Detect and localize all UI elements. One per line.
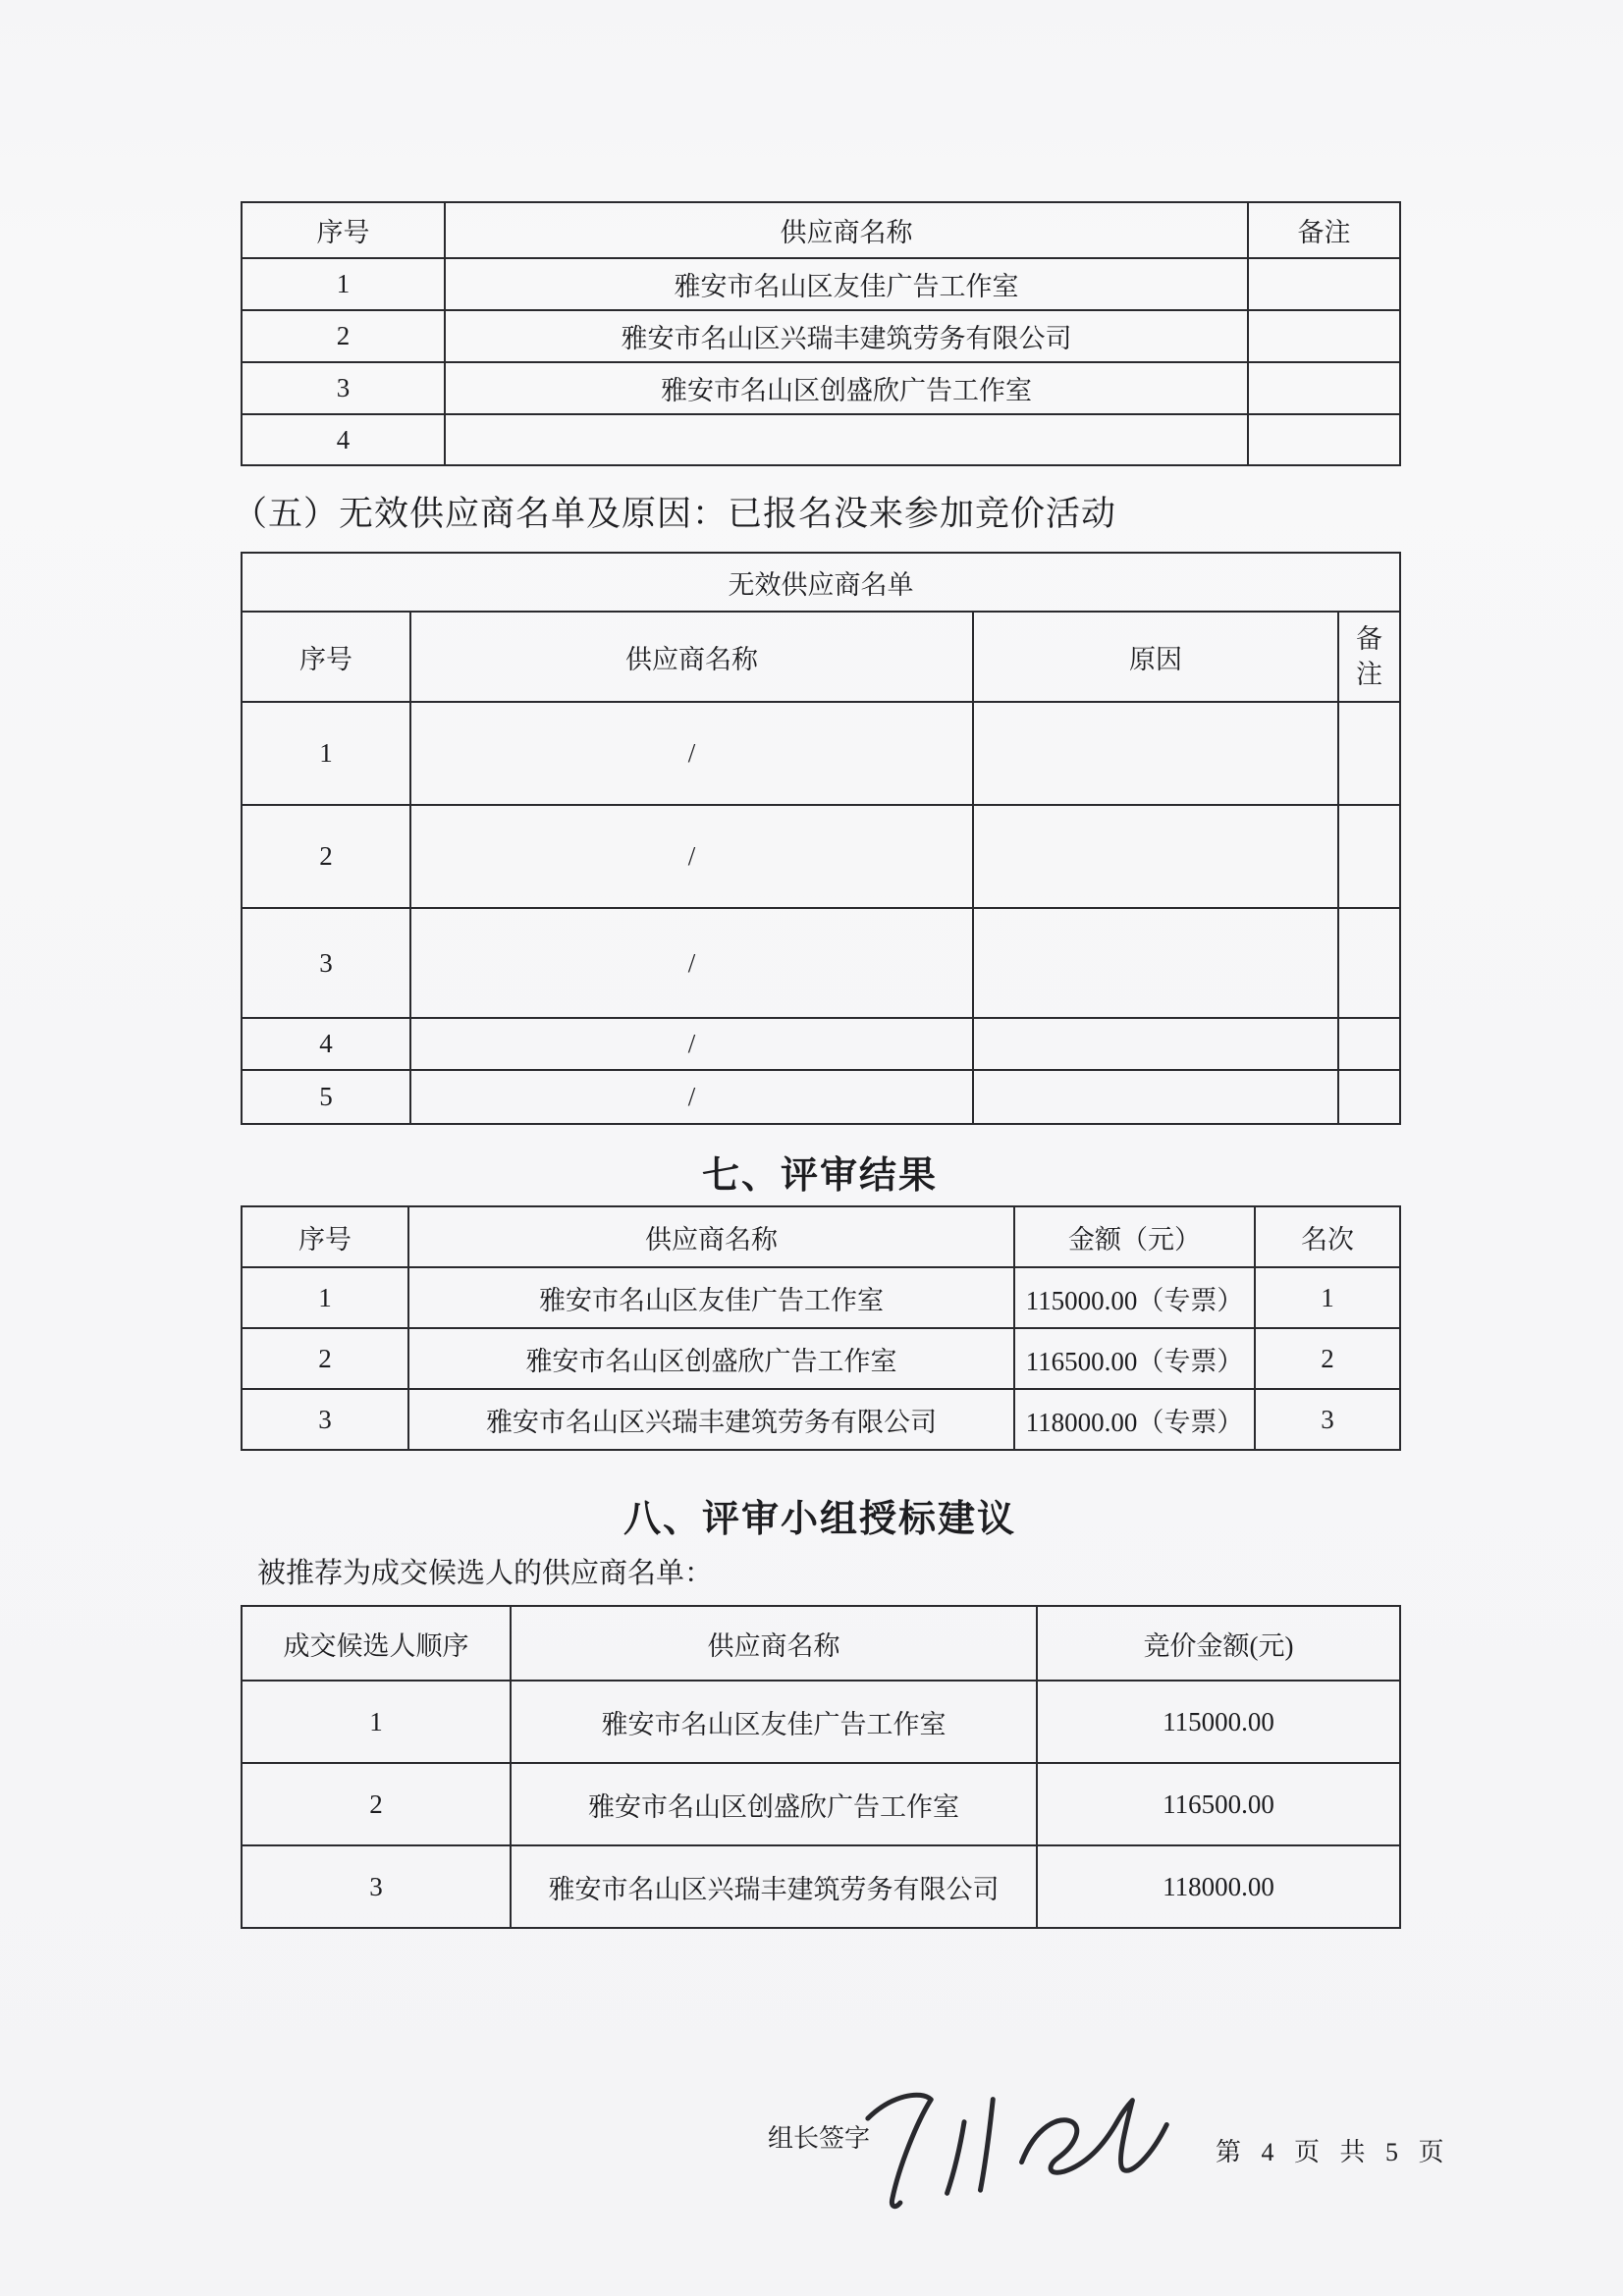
cell-supplier: /: [410, 1018, 973, 1070]
header-seq: 序号: [242, 1206, 408, 1267]
cell-seq: 4: [242, 414, 445, 465]
cell-supplier: /: [410, 908, 973, 1018]
table-header-row: [242, 612, 1400, 702]
header-rank: 名次: [1255, 1206, 1400, 1267]
cell-seq: 2: [242, 805, 410, 908]
cell-supplier: 雅安市名山区创盛欣广告工作室: [408, 1328, 1014, 1389]
cell-seq: 1: [242, 702, 410, 805]
header-reason: 原因: [973, 612, 1338, 702]
invalid-table-title: 无效供应商名单: [242, 553, 1400, 612]
review-result-table: [241, 1205, 1401, 1451]
table-header-row: [242, 1206, 1400, 1267]
cell-reason: [973, 1070, 1338, 1124]
table-header-row: [242, 1606, 1400, 1681]
cell-seq: 1: [242, 258, 445, 310]
cell-supplier: 雅安市名山区兴瑞丰建筑劳务有限公司: [445, 310, 1248, 362]
header-supplier-name: 供应商名称: [408, 1206, 1014, 1267]
header-supplier-name: 供应商名称: [445, 202, 1248, 258]
cell-bid-amount: 118000.00: [1037, 1845, 1400, 1928]
table-row: [242, 1018, 1400, 1070]
header-remark: 备注: [1248, 202, 1400, 258]
header-candidate-order: 成交候选人顺序: [242, 1606, 511, 1681]
cell-seq: 1: [242, 1267, 408, 1328]
cell-amount: 115000.00（专票）: [1014, 1267, 1255, 1328]
cell-supplier: /: [410, 1070, 973, 1124]
header-supplier-name: 供应商名称: [511, 1606, 1037, 1681]
table-row: [242, 414, 1400, 465]
leader-signature-handwriting: [837, 2063, 1185, 2232]
table-header-row: [242, 202, 1400, 258]
cell-seq: 3: [242, 362, 445, 414]
cell-remark: [1338, 805, 1400, 908]
cell-remark: [1248, 414, 1400, 465]
cell-reason: [973, 908, 1338, 1018]
cell-rank: 1: [1255, 1267, 1400, 1328]
leader-signature-label: 组长签字: [768, 2124, 871, 2153]
header-remark: [1338, 612, 1400, 702]
cell-seq: 2: [242, 310, 445, 362]
cell-supplier: 雅安市名山区友佳广告工作室: [511, 1681, 1037, 1763]
table-row: [242, 805, 1400, 908]
cell-amount: 116500.00（专票）: [1014, 1328, 1255, 1389]
cell-seq: 3: [242, 1389, 408, 1450]
cell-reason: [973, 1018, 1338, 1070]
table-row: [242, 1070, 1400, 1124]
table-row: [242, 1681, 1400, 1763]
cell-seq: 5: [242, 1070, 410, 1124]
header-amount: 金额（元）: [1014, 1206, 1255, 1267]
cell-order: 2: [242, 1763, 511, 1845]
page-number: 第 4 页 共 5 页: [1216, 2138, 1451, 2166]
registered-supplier-table: [241, 201, 1401, 466]
cell-seq: 3: [242, 908, 410, 1018]
table-row: [242, 1845, 1400, 1928]
table-row: [242, 908, 1400, 1018]
cell-supplier: 雅安市名山区创盛欣广告工作室: [511, 1763, 1037, 1845]
cell-amount: 118000.00（专票）: [1014, 1389, 1255, 1450]
cell-seq: 2: [242, 1328, 408, 1389]
header-bid-amount: 竞价金额(元): [1037, 1606, 1400, 1681]
award-candidate-table: [241, 1605, 1401, 1929]
cell-supplier: /: [410, 805, 973, 908]
header-supplier-name: 供应商名称: [410, 612, 973, 702]
section-eight-heading: 八、评审小组授标建议: [622, 1499, 1016, 1540]
cell-order: 1: [242, 1681, 511, 1763]
cell-seq: 4: [242, 1018, 410, 1070]
table-row: [242, 310, 1400, 362]
cell-remark: [1338, 1018, 1400, 1070]
section-seven-heading: 七、评审结果: [701, 1155, 938, 1197]
section-five-heading: （五）无效供应商名单及原因：已报名没来参加竞价活动: [233, 495, 1117, 533]
invalid-supplier-table: [241, 552, 1401, 1125]
table-row: [242, 1389, 1400, 1450]
cell-supplier: 雅安市名山区兴瑞丰建筑劳务有限公司: [408, 1389, 1014, 1450]
cell-bid-amount: 116500.00: [1037, 1763, 1400, 1845]
cell-supplier: /: [410, 702, 973, 805]
award-recommendation-intro: 被推荐为成交候选人的供应商名单：: [257, 1558, 714, 1589]
cell-remark: [1248, 362, 1400, 414]
table-title-row: [242, 553, 1400, 612]
table-row: [242, 362, 1400, 414]
header-seq: 序号: [242, 612, 410, 702]
header-remark-text: 备注: [1356, 623, 1382, 689]
cell-supplier: 雅安市名山区友佳广告工作室: [408, 1267, 1014, 1328]
cell-supplier: 雅安市名山区兴瑞丰建筑劳务有限公司: [511, 1845, 1037, 1928]
cell-rank: 2: [1255, 1328, 1400, 1389]
table-row: [242, 1267, 1400, 1328]
cell-remark: [1338, 1070, 1400, 1124]
cell-supplier: [445, 414, 1248, 465]
cell-reason: [973, 805, 1338, 908]
table-row: [242, 1328, 1400, 1389]
cell-reason: [973, 702, 1338, 805]
cell-supplier: 雅安市名山区友佳广告工作室: [445, 258, 1248, 310]
table-row: [242, 258, 1400, 310]
table-row: [242, 1763, 1400, 1845]
cell-remark: [1338, 908, 1400, 1018]
cell-supplier: 雅安市名山区创盛欣广告工作室: [445, 362, 1248, 414]
cell-remark: [1338, 702, 1400, 805]
header-seq: 序号: [242, 202, 445, 258]
cell-remark: [1248, 258, 1400, 310]
cell-remark: [1248, 310, 1400, 362]
cell-order: 3: [242, 1845, 511, 1928]
cell-bid-amount: 115000.00: [1037, 1681, 1400, 1763]
cell-rank: 3: [1255, 1389, 1400, 1450]
table-row: [242, 702, 1400, 805]
